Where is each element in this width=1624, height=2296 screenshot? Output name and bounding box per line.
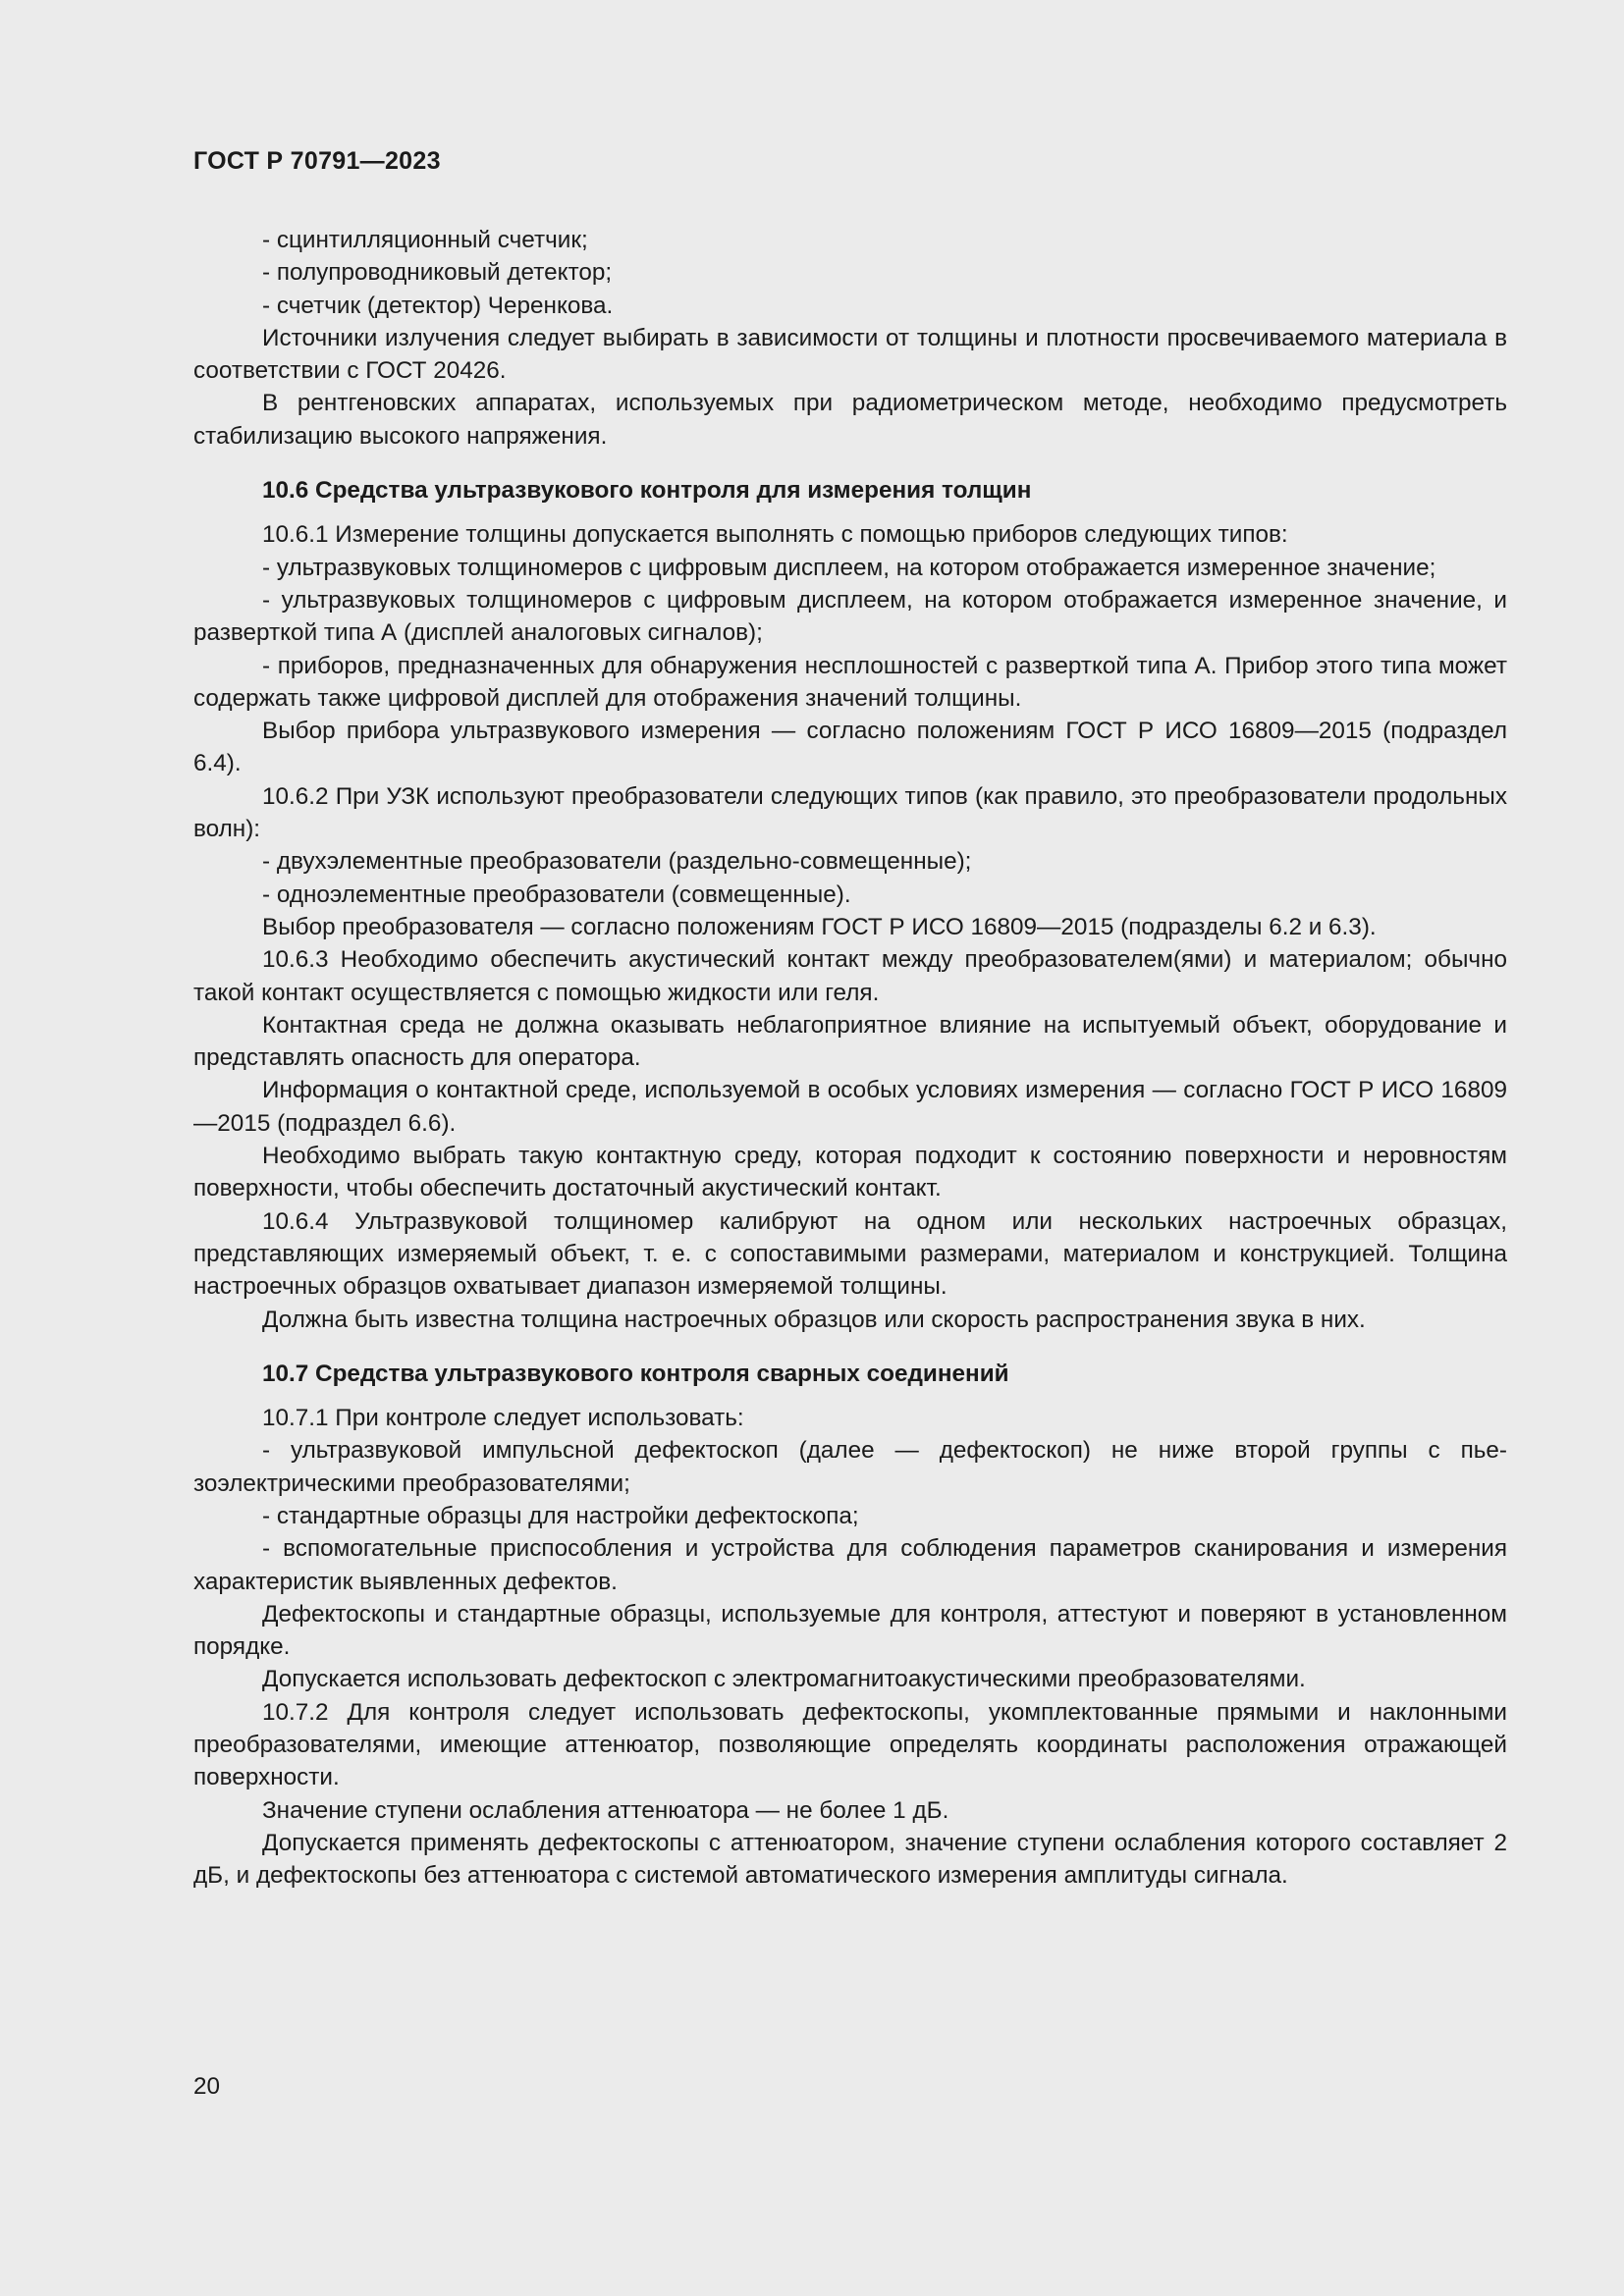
paragraph: Значение ступени ослабления аттенюатора — не более 1 дБ. — [262, 1796, 949, 1824]
list-item: - двухэлементные преобразователи (раздельно-совмещенные); — [262, 848, 972, 876]
list-item: - вспомогательные приспособления и устройства для соблюдения параметров сканирования и измерения характеристик выявленных дефектов. — [193, 1535, 1507, 1595]
paragraph: Источники излучения следует выбирать в зависимости от толщины и плотности просвечиваемого материала в соответствии с ГОСТ 20426. — [193, 324, 1507, 385]
document-body — [193, 224, 1507, 1893]
paragraph: Дефектоскопы и стандартные образцы, используемые для контроля, аттестуют и поверяют в установленном порядке. — [193, 1600, 1507, 1661]
paragraph: Выбор прибора ультразвукового измерения — согласно положениям ГОСТ Р ИСО 16809—2015 (подраздел 6.4). — [193, 718, 1507, 777]
document-code-header: ГОСТ Р 70791—2023 — [193, 147, 441, 175]
paragraph: 10.6.3 Необходимо обеспечить акустический контакт между преобразователем(ями) и материалом; обычно такой контакт осуществляется с помощью жидкости или геля. — [193, 946, 1507, 1006]
section-heading-10-7: 10.7 Средства ультразвукового контроля сварных соединений — [262, 1360, 1009, 1387]
list-item: - ультразвуковой импульсной дефектоскоп (далее — дефектоскоп) не ниже второй группы с пьезоэлектрическими преобразователями; — [193, 1437, 1507, 1497]
list-item: - одноэлементные преобразователи (совмещенные). — [262, 881, 851, 908]
paragraph: 10.7.2 Для контроля следует использовать дефектоскопы, укомплектованные прямыми и наклонными преобразователями, имеющие аттенюатор, позволяющие определять координаты расположения отражающей поверхности. — [193, 1698, 1507, 1791]
paragraph: 10.7.1 При контроле следует использовать: — [262, 1405, 744, 1432]
list-item: - сцинтилляционный счетчик; — [262, 227, 588, 253]
paragraph: Необходимо выбрать такую контактную среду, которая подходит к состоянию поверхности и неровностям поверхности, чтобы обеспечить достаточный акустический контакт. — [193, 1143, 1507, 1202]
paragraph: 10.6.2 При УЗК используют преобразователи следующих типов (как правило, это преобразователи продольных волн): — [193, 782, 1507, 843]
paragraph: 10.6.1 Измерение толщины допускается выполнять с помощью приборов следующих типов: — [262, 521, 1288, 549]
paragraph: Выбор преобразователя — согласно положениям ГОСТ Р ИСО 16809—2015 (подразделы 6.2 и 6.3). — [262, 913, 1377, 940]
document-page — [193, 0, 1507, 2296]
section-heading-10-6: 10.6 Средства ультразвукового контроля для измерения толщин — [262, 477, 1032, 505]
list-item: - приборов, предназначенных для обнаружения несплошностей с разверткой типа А. Прибор этого типа может содержать также цифровой дисплей для отображения значений толщины. — [193, 652, 1507, 712]
list-item: - ультразвуковых толщиномеров с цифровым дисплеем, на котором отображается измеренное значение; — [262, 554, 1436, 581]
page-number: 20 — [193, 2073, 221, 2100]
paragraph: Контактная среда не должна оказывать неблагоприятное влияние на испытуемый объект, оборудование и представлять опасность для оператора. — [193, 1011, 1507, 1072]
paragraph: В рентгеновских аппаратах, используемых при радиометрическом методе, необходимо предусмотреть стабилизацию высокого напряжения. — [193, 390, 1507, 450]
paragraph: Допускается применять дефектоскопы с аттенюатором, значение ступени ослабления которого составляет 2 дБ, и дефектоскопы без аттенюатора с системой автоматического измерения амплитуды сигнала. — [193, 1829, 1507, 1890]
list-item: - счетчик (детектор) Черенкова. — [262, 292, 614, 319]
list-item: - полупроводниковый детектор; — [262, 259, 613, 287]
paragraph: Информация о контактной среде, используемой в особых условиях измерения — согласно ГОСТ Р ИСО 16809—2015 (подраздел 6.6). — [193, 1077, 1507, 1137]
paragraph: Допускается использовать дефектоскоп с электромагнитоакустическими преобразователями. — [262, 1666, 1306, 1693]
list-item: - ультразвуковых толщиномеров с цифровым дисплеем, на котором отображается измеренное значение, и разверткой типа А (дисплей аналоговых сигналов); — [193, 586, 1507, 647]
list-item: - стандартные образцы для настройки дефектоскопа; — [262, 1502, 859, 1529]
paragraph: Должна быть известна толщина настроечных образцов или скорость распространения звука в них. — [262, 1306, 1366, 1333]
paragraph: 10.6.4 Ультразвуковой толщиномер калибруют на одном или нескольких настроечных образцах, представляющих измеряемый объект, т. е. с сопоставимыми размерами, материалом и конструкцией. Толщина настроечных образцов охватывает диапазон измеряемой толщины. — [193, 1207, 1507, 1301]
